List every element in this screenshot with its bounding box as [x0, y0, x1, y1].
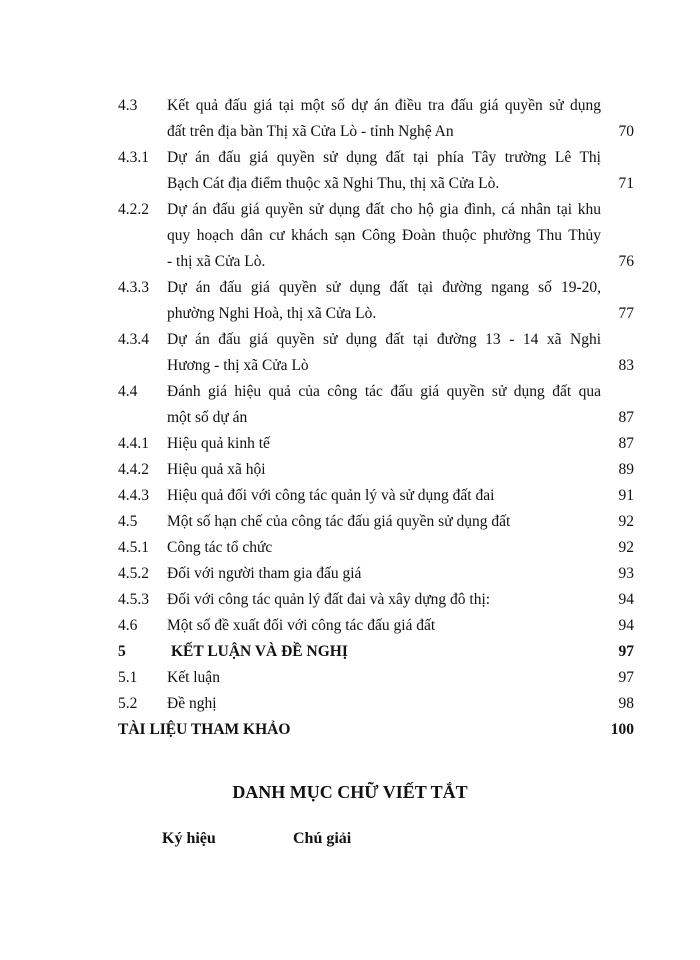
toc-number: 4.5.1: [118, 539, 149, 556]
toc-page: 92: [618, 513, 634, 530]
toc-text: Dự án đấu giá quyền sử dụng đất tại đường ngang số 19-20,: [167, 279, 601, 296]
toc-page: 93: [618, 565, 634, 582]
toc-page: 76: [618, 253, 634, 270]
toc-text: Dự án đấu giá quyền sử dụng đất tại phía Tây trường Lê Thị: [167, 149, 601, 166]
toc-page: 87: [618, 435, 634, 452]
toc-number: 4.5.2: [118, 565, 149, 582]
toc-page: 71: [618, 175, 634, 192]
toc-text: phường Nghi Hoà, thị xã Cửa Lò.: [167, 305, 377, 322]
toc-page: 87: [618, 409, 634, 426]
toc-text: Hiệu quả xã hội: [167, 461, 266, 478]
toc-text: quy hoạch dân cư khách sạn Công Đoàn thuộc phường Thu Thủy: [167, 227, 601, 244]
toc-number: 4.3: [118, 97, 138, 114]
toc-text: Công tác tổ chức: [167, 539, 273, 556]
toc-page: 97: [618, 669, 634, 686]
toc-page: 77: [618, 305, 634, 322]
toc-text: Dự án đấu giá quyền sử dụng đất tại đường 13 - 14 xã Nghi: [167, 331, 601, 348]
toc-text: đất trên địa bàn Thị xã Cửa Lò - tỉnh Nghệ An: [167, 123, 454, 140]
toc-number: 4.4: [118, 383, 138, 400]
toc-text: Đối với công tác quản lý đất đai và xây dựng đô thị:: [167, 591, 491, 608]
toc-text: Hiệu quả đối với công tác quản lý và sử dụng đất đai: [167, 487, 495, 504]
toc-page: 92: [618, 539, 634, 556]
toc-number: 5.1: [118, 669, 138, 686]
toc-number: 4.4.2: [118, 461, 149, 478]
toc-text: Kết quả đấu giá tại một số dự án điều tra đấu giá quyền sử dụng: [167, 97, 601, 114]
toc-page: 98: [618, 695, 634, 712]
toc-text: một số dự án: [167, 409, 248, 426]
toc-number: 4.3.4: [118, 331, 149, 348]
toc-number: 5.2: [118, 695, 138, 712]
toc-number: 4.3.1: [118, 149, 149, 166]
toc-text: TÀI LIỆU THAM KHẢO: [118, 721, 291, 738]
abbreviations-title: DANH MỤC CHỮ VIẾT TẮT: [232, 782, 468, 802]
toc-text: Đối với người tham gia đấu giá: [167, 565, 362, 582]
toc-text: Kết luận: [167, 669, 220, 686]
toc-text: Bạch Cát địa điểm thuộc xã Nghi Thu, thị xã Cửa Lò.: [167, 175, 500, 192]
toc-text: - thị xã Cửa Lò.: [167, 253, 266, 270]
toc-number: 4.4.3: [118, 487, 149, 504]
toc-text: Một số hạn chế của công tác đấu giá quyền sử dụng đất: [167, 513, 511, 530]
toc-number: 4.3.3: [118, 279, 149, 296]
toc-page: 91: [618, 487, 634, 504]
toc-text: Một số đề xuất đối với công tác đấu giá đất: [167, 617, 436, 634]
toc-number: 5: [118, 643, 126, 660]
toc-text: Đề nghị: [167, 695, 217, 712]
toc-page: 70: [618, 123, 634, 140]
toc-page: 100: [610, 721, 634, 738]
toc-text: KẾT LUẬN VÀ ĐỀ NGHỊ: [171, 643, 348, 660]
toc-page: 83: [618, 357, 634, 374]
toc-text: Hương - thị xã Cửa Lò: [167, 357, 309, 374]
toc-text: Đánh giá hiệu quả của công tác đấu giá quyền sử dụng đất qua: [167, 383, 601, 400]
abbreviations-meaning-header: Chú giải: [293, 830, 352, 847]
toc-number: 4.5: [118, 513, 138, 530]
toc-number: 4.2.2: [118, 201, 149, 218]
toc-number: 4.4.1: [118, 435, 149, 452]
toc-text: Dự án đấu giá quyền sử dụng đất cho hộ gia đình, cá nhân tại khu: [167, 201, 601, 218]
toc-number: 4.5.3: [118, 591, 149, 608]
toc-page: 97: [618, 643, 634, 660]
toc-page: 94: [618, 617, 634, 634]
abbreviations-symbol-header: Ký hiệu: [162, 830, 216, 847]
toc-page: 94: [618, 591, 634, 608]
toc-page: 89: [618, 461, 634, 478]
toc-text: Hiệu quả kinh tế: [167, 435, 270, 452]
toc-number: 4.6: [118, 617, 138, 634]
